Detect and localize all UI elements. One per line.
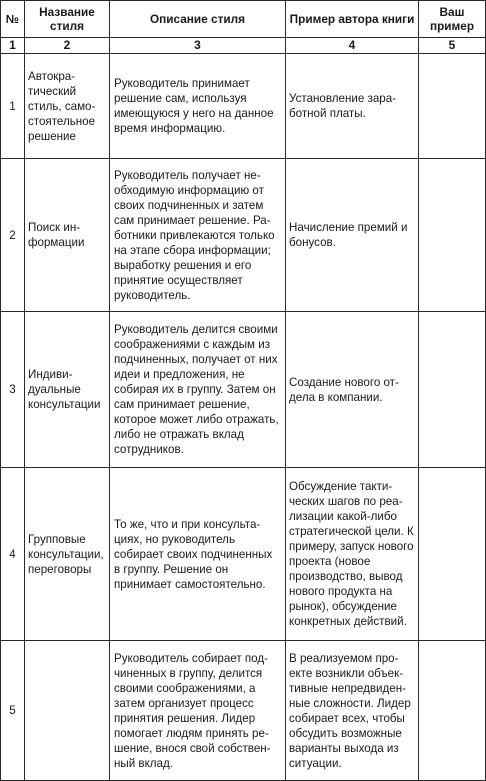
style-description: Руководитель принимает решение сам, используя имеющуюся у него на данное время информацию. bbox=[110, 54, 286, 159]
style-description: Руководитель получает необходимую информацию от своих подчиненных и затем сам принимает решение. Работники привлекаются только на этапе сбора информации; выработку решения и его принятие осуществляет руководитель. bbox=[110, 159, 286, 312]
your-example-cell[interactable] bbox=[419, 641, 486, 781]
row-number: 3 bbox=[1, 312, 25, 468]
row-number: 2 bbox=[1, 159, 25, 312]
header-style-description: Описание стиля bbox=[110, 1, 286, 38]
column-number: 1 bbox=[1, 38, 25, 54]
author-example: Создание нового отдела в компании. bbox=[286, 312, 419, 468]
your-example-cell[interactable] bbox=[419, 159, 486, 312]
author-example: Начисление премий и бонусов. bbox=[286, 159, 419, 312]
author-example: Установление заработной платы. bbox=[286, 54, 419, 159]
column-number: 3 bbox=[110, 38, 286, 54]
column-number-row bbox=[1, 38, 486, 54]
row-number: 4 bbox=[1, 468, 25, 641]
author-example: В реализуемом проекте возникли объективные непредвиденные сложности. Лидер собирает всех, чтобы обсудить возможные варианты выхода из ситуации. bbox=[286, 641, 419, 781]
style-description: Руководитель собирает подчиненных в группу, делится своими соображениями, а затем организует процесс принятия решения. Лидер помогает людям принять решение, внося свой собственный вклад. bbox=[110, 641, 286, 781]
style-name: Групповые консультации, переговоры bbox=[25, 468, 110, 641]
table-row bbox=[1, 312, 486, 468]
your-example-cell[interactable] bbox=[419, 468, 486, 641]
style-name: Индивидуальные консультации bbox=[25, 312, 110, 468]
style-description: То же, что и при консультациях, но руководитель собирает своих подчиненных в группу. Решение он принимает самостоятельно. bbox=[110, 468, 286, 641]
your-example-cell[interactable] bbox=[419, 54, 486, 159]
style-description: Руководитель делится своими соображениями с каждым из подчиненных, получает от них идеи и предложения, не собирая их в группу. Затем он сам принимает решение, которое может либо отражать, либо не отражать вклад сотрудников. bbox=[110, 312, 286, 468]
header-your-example: Ваш пример bbox=[419, 1, 486, 38]
style-name: Поиск информации bbox=[25, 159, 110, 312]
table-row bbox=[1, 641, 486, 781]
header-style-name: Название стиля bbox=[25, 1, 110, 38]
table-row bbox=[1, 54, 486, 159]
column-number: 4 bbox=[286, 38, 419, 54]
row-number: 1 bbox=[1, 54, 25, 159]
header-row bbox=[1, 1, 486, 38]
header-author-example: Пример автора книги bbox=[286, 1, 419, 38]
header-number: № bbox=[1, 1, 25, 38]
column-number: 5 bbox=[419, 38, 486, 54]
style-name bbox=[25, 641, 110, 781]
your-example-cell[interactable] bbox=[419, 312, 486, 468]
table-row bbox=[1, 159, 486, 312]
column-number: 2 bbox=[25, 38, 110, 54]
style-name: Автократический стиль, самостоятельное решение bbox=[25, 54, 110, 159]
row-number: 5 bbox=[1, 641, 25, 781]
author-example: Обсуждение тактических шагов по реализации какой-либо стратегической цели. К примеру, запуск нового проекта (новое производство, вывод нового продукта на рынок), обсуждение конкретных действий. bbox=[286, 468, 419, 641]
table-row bbox=[1, 468, 486, 641]
